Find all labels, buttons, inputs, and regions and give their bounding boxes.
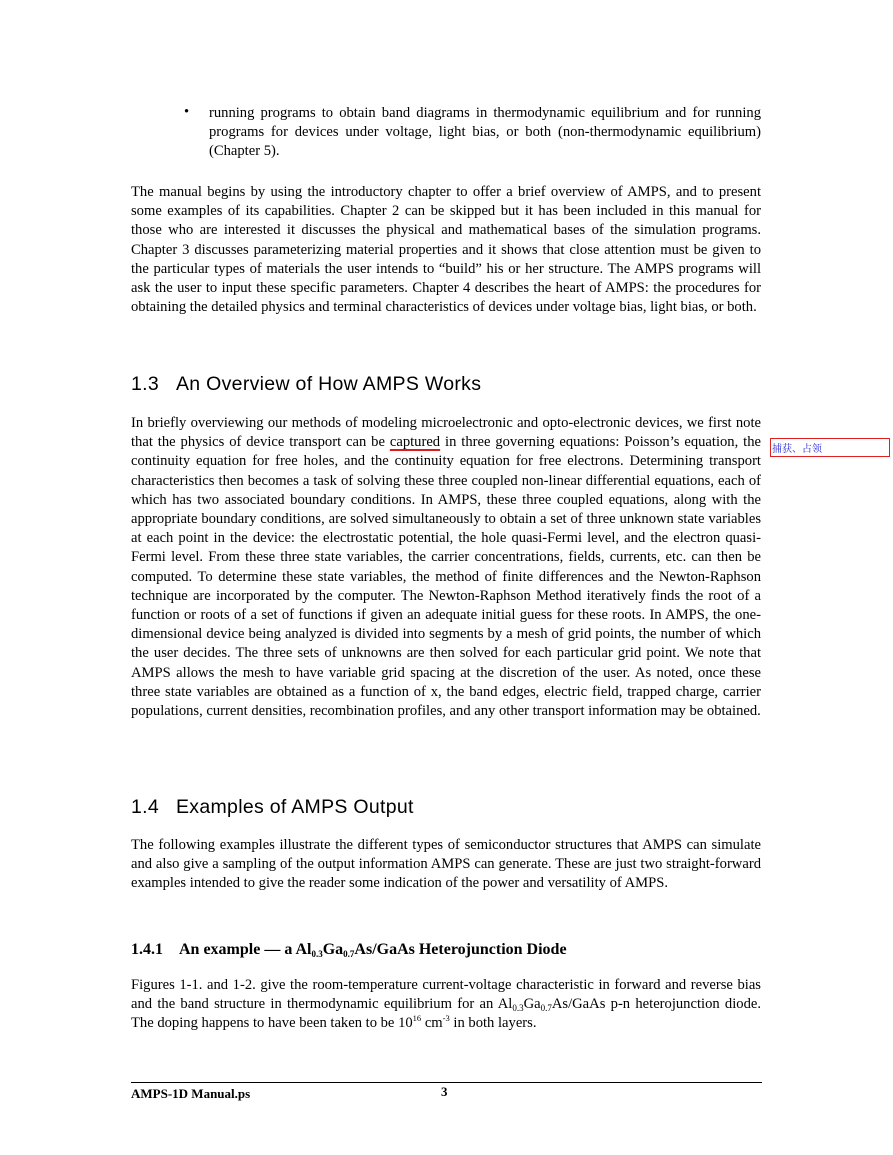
section-1-4-1-paragraph [131,976,761,1034]
paragraph-text: in both layers. [449,1015,537,1032]
highlighted-word-captured[interactable]: captured [389,434,441,451]
paragraph-text: As/GaAs p-n heterojunction diode. The doping happens to have been taken to be 10 [131,996,761,1032]
subscript: 0.7 [343,949,355,959]
footer-page-number: 3 [441,1084,448,1099]
paragraph-text: in three governing equations: Poisson’s equation, the continuity equation for free holes, and the continuity equation for free electrons. Determining transport characteristics then becomes a task of solving these three coupled non-linear differential equations, each of which has two associated boundary conditions. In AMPS, these three coupled equations, along with the appropriate boundary conditions, are solved simultaneously to obtain a set of three unknown state variables at each point in the device: the electrostatic potential, the hole quasi-Fermi level, and the electron quasi-Fermi level. From these three state variables, the carrier concentrations, fields, currents, etc. can then be computed. To determine these state variables, the method of finite differences and the Newton-Raphson technique are incorporated by the computer. The Newton-Raphson Method iteratively finds the root of a function or roots of a set of functions if given an adequate initial guess for these roots. In AMPS, the one-dimensional device being analyzed is divided into segments by a mesh of grid points, the number of which the user decides. The three sets of unknowns are then solved for each particular grid point. We note that AMPS allows the mesh to have variable grid spacing at the discretion of the user. As noted, once these three state variables are obtained as a function of x, the band edges, electric field, trapped charge, carrier populations, current densities, recombination profiles, and any other transport information may be obtained. [131,434,761,720]
margin-annotation-comment[interactable]: 捕获、占领 [770,438,890,457]
subscript: 0.3 [311,949,323,959]
paragraph-text: Ga [523,996,541,1013]
paragraph-text: Figures 1-1. and 1-2. give the room-temperature current-voltage characteristic in forward and reverse bias and the band structure in thermodynamic equilibrium for an Al [131,977,761,1013]
subscript: 0.3 [512,1003,524,1014]
section-1-3-heading [131,373,481,396]
section-title: Examples of AMPS Output [176,796,414,818]
bullet-item-text: running programs to obtain band diagrams in thermodynamic equilibrium and for running programs for devices under voltage, light bias, or both (non-thermodynamic equilibrium) (Chapter 5). [209,105,761,160]
section-number: 1.3 [131,373,160,395]
subsection-title-part: As/GaAs Heterojunction Diode [354,941,567,958]
paragraph-text: cm [421,1015,443,1032]
section-1-4-paragraph: The following examples illustrate the different types of semiconductor structures that AMPS can simulate and also give a sampling of the output information AMPS can generate. These are just two straight-forward examples intended to give the reader some indication of the power and versatility of AMPS. [131,837,761,892]
subsection-title-part: Ga [322,941,344,958]
section-1-4-heading [131,796,414,819]
footer-divider [131,1082,762,1083]
section-1-4-1-heading [131,941,567,959]
subsection-title-part: An example — a Al [179,941,312,958]
superscript: 16 [412,1013,422,1024]
subsection-number: 1.4.1 [131,941,163,958]
paragraph-text: In briefly overviewing our methods of modeling microelectronic and opto-electronic devices, we first note that the physics of device transport can be [131,415,761,451]
subscript: 0.7 [540,1003,552,1014]
superscript: -3 [442,1013,450,1024]
section-number: 1.4 [131,796,160,818]
intro-paragraph: The manual begins by using the introductory chapter to offer a brief overview of AMPS, and to present some examples of its capabilities. Chapter 2 can be skipped but it has been included in this manual for those who are interested it discusses the physical and mathematical bases of the simulation programs. Chapter 3 discusses parameterizing material properties and it shows that close attention must be given to the particular types of materials the user intends to “build” his or her structure. The AMPS programs will ask the user to input these specific parameters. Chapter 4 describes the heart of AMPS: the procedures for obtaining the detailed physics and terminal characteristics of devices under voltage bias, light bias, or both. [131,184,761,316]
bullet-marker: • [184,104,190,120]
footer-document-name: AMPS-1D Manual.ps [131,1086,251,1101]
section-1-3-paragraph [131,414,761,721]
section-title: An Overview of How AMPS Works [176,373,482,395]
